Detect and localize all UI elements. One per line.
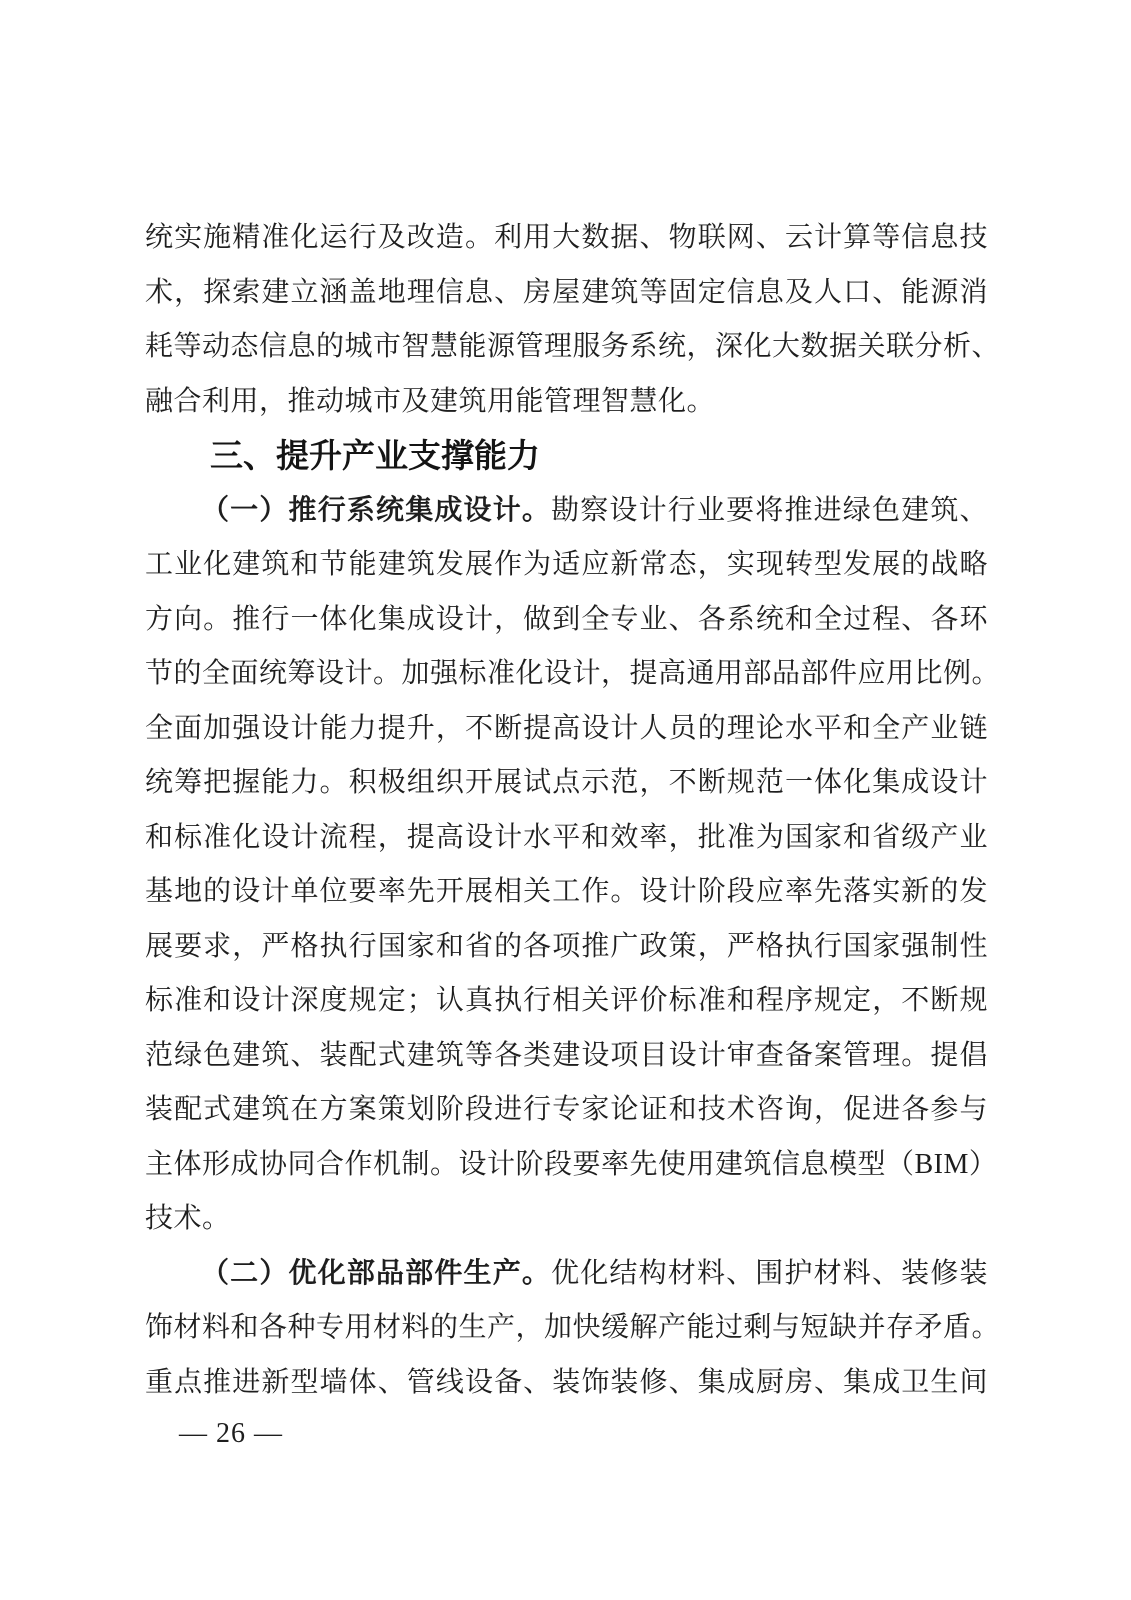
text-run: 主体形成协同合作机制。设计阶段要率先使用建筑信息模型（BIM） — [145, 1148, 998, 1180]
text-line — [145, 320, 1001, 375]
text-line — [145, 211, 988, 266]
document-body — [145, 211, 1001, 1410]
text-line — [145, 702, 988, 757]
text-line — [145, 593, 988, 648]
text-line — [145, 865, 988, 920]
text-run: 基地的设计单位要率先开展相关工作。设计阶段应率先落实新的发 — [145, 876, 988, 907]
text-run: 勘察设计行业要将推进绿色建筑、 — [551, 494, 988, 526]
text-run: 耗等动态信息的城市智慧能源管理服务系统，深化大数据关联分析、 — [145, 331, 1001, 362]
text-run: 节的全面统筹设计。加强标准化设计，提高通用部品部件应用比例。 — [145, 658, 1001, 689]
text-run: 全面加强设计能力提升，不断提高设计人员的理论水平和全产业链 — [145, 712, 988, 744]
paragraph-lead-bold: （二）优化部品部件生产。 — [201, 1257, 552, 1289]
text-run: 融合利用，推动城市及建筑用能管理智慧化。 — [145, 385, 716, 417]
text-line — [145, 647, 1001, 702]
text-line — [145, 756, 988, 811]
text-line — [145, 484, 988, 539]
text-line — [145, 811, 988, 866]
page-number: — 26 — — [179, 1418, 283, 1449]
text-line — [145, 974, 988, 1029]
text-run: 装配式建筑在方案策划阶段进行专家论证和技术咨询，促进各参与 — [145, 1094, 988, 1125]
text-line — [145, 1192, 988, 1247]
section-heading: 三、提升产业支撑能力 — [210, 437, 540, 474]
text-run: 优化结构材料、围护材料、装修装 — [551, 1257, 988, 1289]
text-line — [145, 1301, 1001, 1356]
text-run: 统实施精准化运行及改造。利用大数据、物联网、云计算等信息技 — [145, 222, 988, 253]
text-run: 统筹把握能力。积极组织开展试点示范，不断规范一体化集成设计 — [145, 767, 988, 798]
text-run: 标准和设计深度规定；认真执行相关评价标准和程序规定，不断规 — [145, 985, 988, 1016]
text-line — [145, 375, 988, 430]
text-run: 方向。推行一体化集成设计，做到全专业、各系统和全过程、各环 — [145, 603, 988, 635]
text-run: 工业化建筑和节能建筑发展作为适应新常态，实现转型发展的战略 — [145, 549, 988, 580]
text-line — [145, 1356, 988, 1411]
paragraph-lead-bold: （一）推行系统集成设计。 — [201, 494, 552, 526]
text-line — [145, 920, 988, 975]
text-run: 和标准化设计流程，提高设计水平和效率，批准为国家和省级产业 — [145, 821, 988, 853]
text-run: 展要求，严格执行国家和省的各项推广政策，严格执行国家强制性 — [145, 930, 988, 962]
text-run: 饰材料和各种专用材料的生产，加快缓解产能过剩与短缺并存矛盾。 — [145, 1312, 1001, 1343]
text-line — [145, 1029, 988, 1084]
text-run: 术，探索建立涵盖地理信息、房屋建筑等固定信息及人口、能源消 — [145, 276, 988, 308]
text-line — [145, 266, 988, 321]
text-run: 范绿色建筑、装配式建筑等各类建设项目设计审查备案管理。提倡 — [145, 1039, 988, 1071]
text-line — [145, 1083, 988, 1138]
text-line — [145, 1138, 998, 1193]
text-run: 技术。 — [145, 1203, 231, 1234]
text-line — [145, 538, 988, 593]
text-line — [145, 1247, 988, 1302]
text-run: 重点推进新型墙体、管线设备、装饰装修、集成厨房、集成卫生间 — [145, 1366, 988, 1398]
